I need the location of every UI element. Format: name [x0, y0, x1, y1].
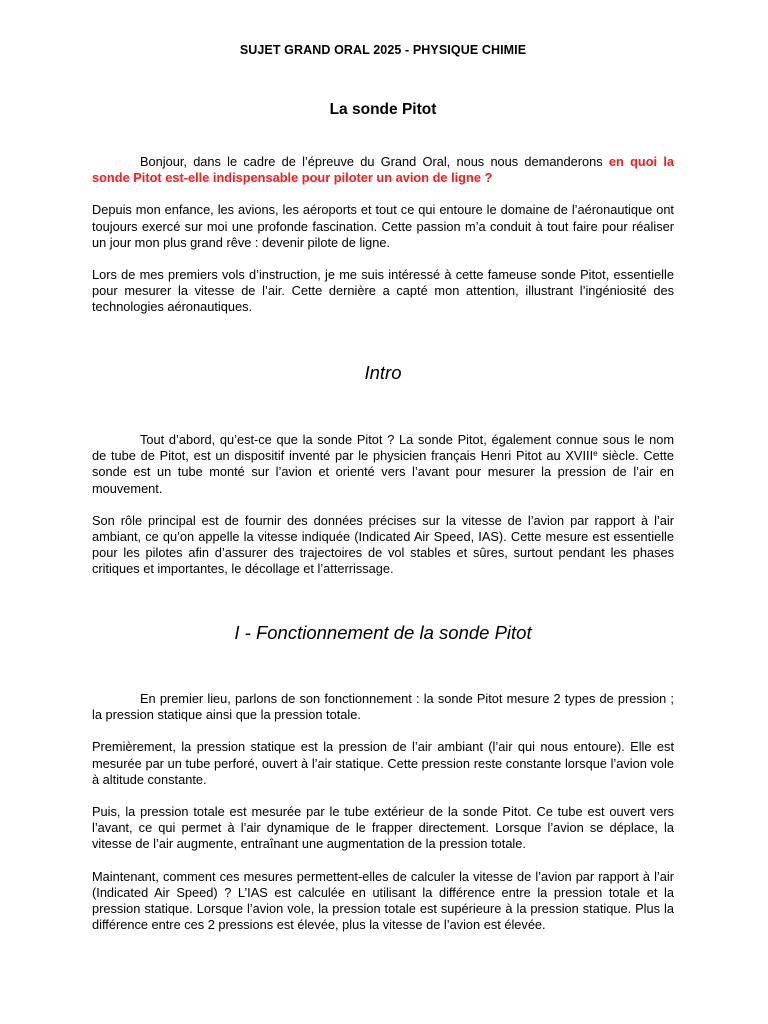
problem-question: en quoi la sonde Pitot est-elle indispensable pour piloter un avion de ligne ?	[92, 154, 674, 186]
definition-paragraph	[92, 432, 674, 497]
definition-text-start: Tout d’abord, qu’est-ce que la sonde Pitot ? La sonde Pitot, également connue sous le nom de tube de Pitot, est un dispositif inventé par le physicien français Henri Pitot au XVIII	[92, 432, 674, 464]
section-one-block	[92, 691, 674, 933]
opening-block	[92, 154, 674, 316]
static-pressure-paragraph: Premièrement, la pression statique est la pression de l’air ambiant (l’air qui nous entoure). Elle est mesurée par un tube perforé, ouvert à l’air statique. Cette pression reste constante lorsque l’avion vole à altitude constante.	[92, 739, 674, 787]
pressure-types-paragraph: En premier lieu, parlons de son fonctionnement : la sonde Pitot mesure 2 types de pression ; la pression statique ainsi que la pression totale.	[92, 691, 674, 723]
section-one-heading: I - Fonctionnement de la sonde Pitot	[234, 622, 532, 643]
document-header: SUJET GRAND ORAL 2025 - PHYSIQUE CHIMIE	[239, 43, 527, 57]
opening-lead-text: Bonjour, dans le cadre de l’épreuve du Grand Oral, nous nous demanderons	[140, 154, 609, 169]
opening-paragraph	[92, 154, 674, 186]
ias-calculation-paragraph: Maintenant, comment ces mesures permettent-elles de calculer la vitesse de l’avion par rapport à l’air (Indicated Air Speed) ? L’IAS est calculée en utilisant la différence entre la pression totale et la pression statique. Lorsque l’avion vole, la pression totale est supérieure à la pression statique. Plus la différence entre ces 2 pressions est élevée, plus la vitesse de l’avion est élevée.	[92, 868, 674, 933]
century-superscript: e	[593, 449, 598, 459]
total-pressure-paragraph: Puis, la pression totale est mesurée par le tube extérieur de la sonde Pitot. Ce tube est ouvert vers l’avant, ce qui permet à l’air dynamique de le frapper directement. Lorsque l’avion se déplace, la vitesse de l’air augmente, entraînant une augmentation de la pression totale.	[92, 804, 674, 852]
passion-paragraph: Depuis mon enfance, les avions, les aéroports et tout ce qui entoure le domaine de l’aéronautique ont toujours exercé sur moi une profonde fascination. Cette passion m’a conduit à tout faire pour réaliser un jour mon plus grand rêve : devenir pilote de ligne.	[92, 202, 674, 250]
role-paragraph: Son rôle principal est de fournir des données précises sur la vitesse de l’avion par rapport à l’air ambiant, ce qu’on appelle la vitesse indiquée (Indicated Air Speed, IAS). Cette mesure est essentielle pour les pilotes afin d’assurer des trajectoires de vol stables et sûres, surtout pendant les phases critiques et importantes, le décollage et l’atterrissage.	[92, 512, 674, 577]
intro-heading: Intro	[364, 362, 402, 383]
discovery-paragraph: Lors de mes premiers vols d’instruction, je me suis intéressé à cette fameuse sonde Pitot, essentielle pour mesurer la vitesse de l’air. Cette dernière a capté mon attention, illustrant l’ingéniosité des technologies aéronautiques.	[92, 267, 674, 315]
intro-block	[92, 432, 674, 578]
document-title: La sonde Pitot	[329, 101, 437, 118]
definition-text-end: siècle. Cette sonde est un tube monté sur l’avion et orienté vers l’avant pour mesurer la pression de l’air en mouvement.	[92, 448, 674, 496]
